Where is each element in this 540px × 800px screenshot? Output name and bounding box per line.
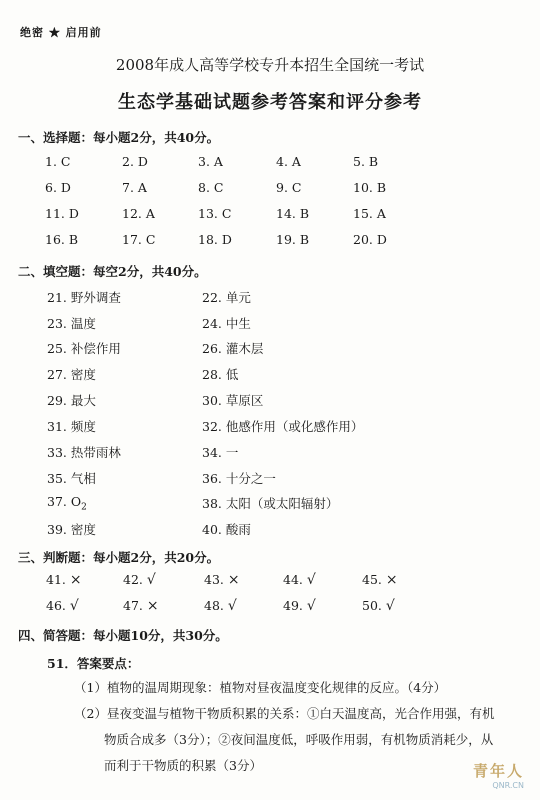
answer-line: （2）昼夜变温与植物干物质积累的关系：①白天温度高，光合作用强，有机: [74, 706, 495, 721]
fill-answer: 24. 中生: [202, 316, 251, 331]
judgement-answer: [123, 572, 156, 588]
choice-answer: 5. B: [353, 154, 379, 169]
choice-answer: 8. C: [198, 180, 224, 195]
choice-answer: 4. A: [276, 154, 301, 169]
exam-title: 2008年成人高等学校专升本招生全国统一考试: [115, 56, 425, 74]
fill-answer: 33. 热带雨林: [47, 445, 121, 460]
fill-answer: 26. 灌木层: [202, 341, 264, 356]
section4-heading: 四、简答题：每小题10分，共30分。: [18, 628, 228, 643]
judgement-answer: [362, 572, 398, 588]
answer-line: （1）植物的温周期现象：植物对昼夜温度变化规律的反应。（4分）: [74, 680, 447, 695]
fill-answer: 22. 单元: [202, 290, 251, 305]
choice-answer: 9. C: [276, 180, 302, 195]
check-mark: √: [227, 598, 237, 614]
check-mark: √: [69, 598, 79, 614]
judgement-answer: [123, 598, 159, 614]
choice-answer: 6. D: [45, 180, 71, 195]
judgement-number: 43.: [204, 572, 224, 587]
fill-answer-text: 37. O: [47, 494, 82, 509]
choice-answer: 13. C: [198, 206, 232, 221]
section3-heading: 三、判断题：每小题2分，共20分。: [18, 550, 220, 565]
choice-answer: 19. B: [276, 232, 310, 247]
choice-answer: 1. C: [45, 154, 71, 169]
fill-answer: 21. 野外调查: [47, 290, 121, 305]
choice-answer: 10. B: [353, 180, 387, 195]
judgement-answer: [362, 598, 395, 614]
fill-answer: 39. 密度: [47, 522, 96, 537]
judgement-number: 41.: [46, 572, 66, 587]
check-mark: √: [146, 572, 156, 588]
judgement-number: 46.: [46, 598, 66, 613]
fill-answer: 32. 他感作用（或化感作用）: [202, 419, 364, 434]
judgement-answer: [204, 572, 240, 588]
judgement-number: 47.: [123, 598, 143, 613]
judgement-number: 50.: [362, 598, 382, 613]
judgement-number: 49.: [283, 598, 303, 613]
secret-label: 绝密 ★ 启用前: [20, 26, 102, 39]
judgement-answer: [46, 572, 82, 588]
fill-answer: 34. 一: [202, 445, 239, 460]
answer-line: 物质合成多（3分）；②夜间温度低，呼吸作用弱，有机物质消耗少，从: [104, 732, 494, 747]
choice-answer: 17. C: [122, 232, 156, 247]
judgement-number: 42.: [123, 572, 143, 587]
judgement-number: 44.: [283, 572, 303, 587]
judgement-number: 48.: [204, 598, 224, 613]
answer-line: 而利于干物质的积累（3分）: [104, 758, 262, 773]
cross-mark: ×: [69, 572, 82, 588]
fill-answer: 25. 补偿作用: [47, 341, 121, 356]
choice-answer: 14. B: [276, 206, 310, 221]
check-mark: √: [306, 572, 316, 588]
cross-mark: ×: [227, 572, 240, 588]
cross-mark: ×: [146, 598, 159, 614]
section2-heading: 二、填空题：每空2分，共40分。: [18, 264, 207, 279]
choice-answer: 20. D: [353, 232, 387, 247]
judgement-answer: [46, 598, 79, 614]
document-title: 生态学基础试题参考答案和评分参考: [118, 92, 422, 113]
choice-answer: 2. D: [122, 154, 148, 169]
subscript: 2: [81, 502, 87, 513]
section1-heading: 一、选择题：每小题2分，共40分。: [18, 130, 220, 145]
fill-answer: 29. 最大: [47, 393, 96, 408]
fill-answer: 28. 低: [202, 367, 239, 382]
judgement-answer: [204, 598, 237, 614]
cross-mark: ×: [385, 572, 398, 588]
choice-answer: 12. A: [122, 206, 155, 221]
fill-answer: 30. 草原区: [202, 393, 264, 408]
fill-answer: 38. 太阳（或太阳辐射）: [202, 496, 339, 511]
choice-answer: 7. A: [122, 180, 147, 195]
watermark-logo: [473, 760, 524, 790]
fill-answer: 31. 频度: [47, 419, 96, 434]
fill-answer: 27. 密度: [47, 367, 96, 382]
fill-answer: 36. 十分之一: [202, 471, 276, 486]
choice-answer: 15. A: [353, 206, 386, 221]
check-mark: √: [385, 598, 395, 614]
choice-answer: 16. B: [45, 232, 79, 247]
fill-answer: 23. 温度: [47, 316, 96, 331]
judgement-number: 45.: [362, 572, 382, 587]
choice-answer: 11. D: [45, 206, 79, 221]
watermark-url: QNR.CN: [492, 781, 524, 790]
fill-answer: 35. 气相: [47, 471, 96, 486]
choice-answer: 18. D: [198, 232, 232, 247]
q51-label: 51．答案要点：: [47, 656, 140, 671]
choice-answer: 3. A: [198, 154, 223, 169]
fill-answer-37: [47, 494, 87, 513]
judgement-answer: [283, 598, 316, 614]
watermark-text: 青年人: [472, 762, 524, 780]
check-mark: √: [306, 598, 316, 614]
judgement-answer: [283, 572, 316, 588]
fill-answer: 40. 酸雨: [202, 522, 251, 537]
